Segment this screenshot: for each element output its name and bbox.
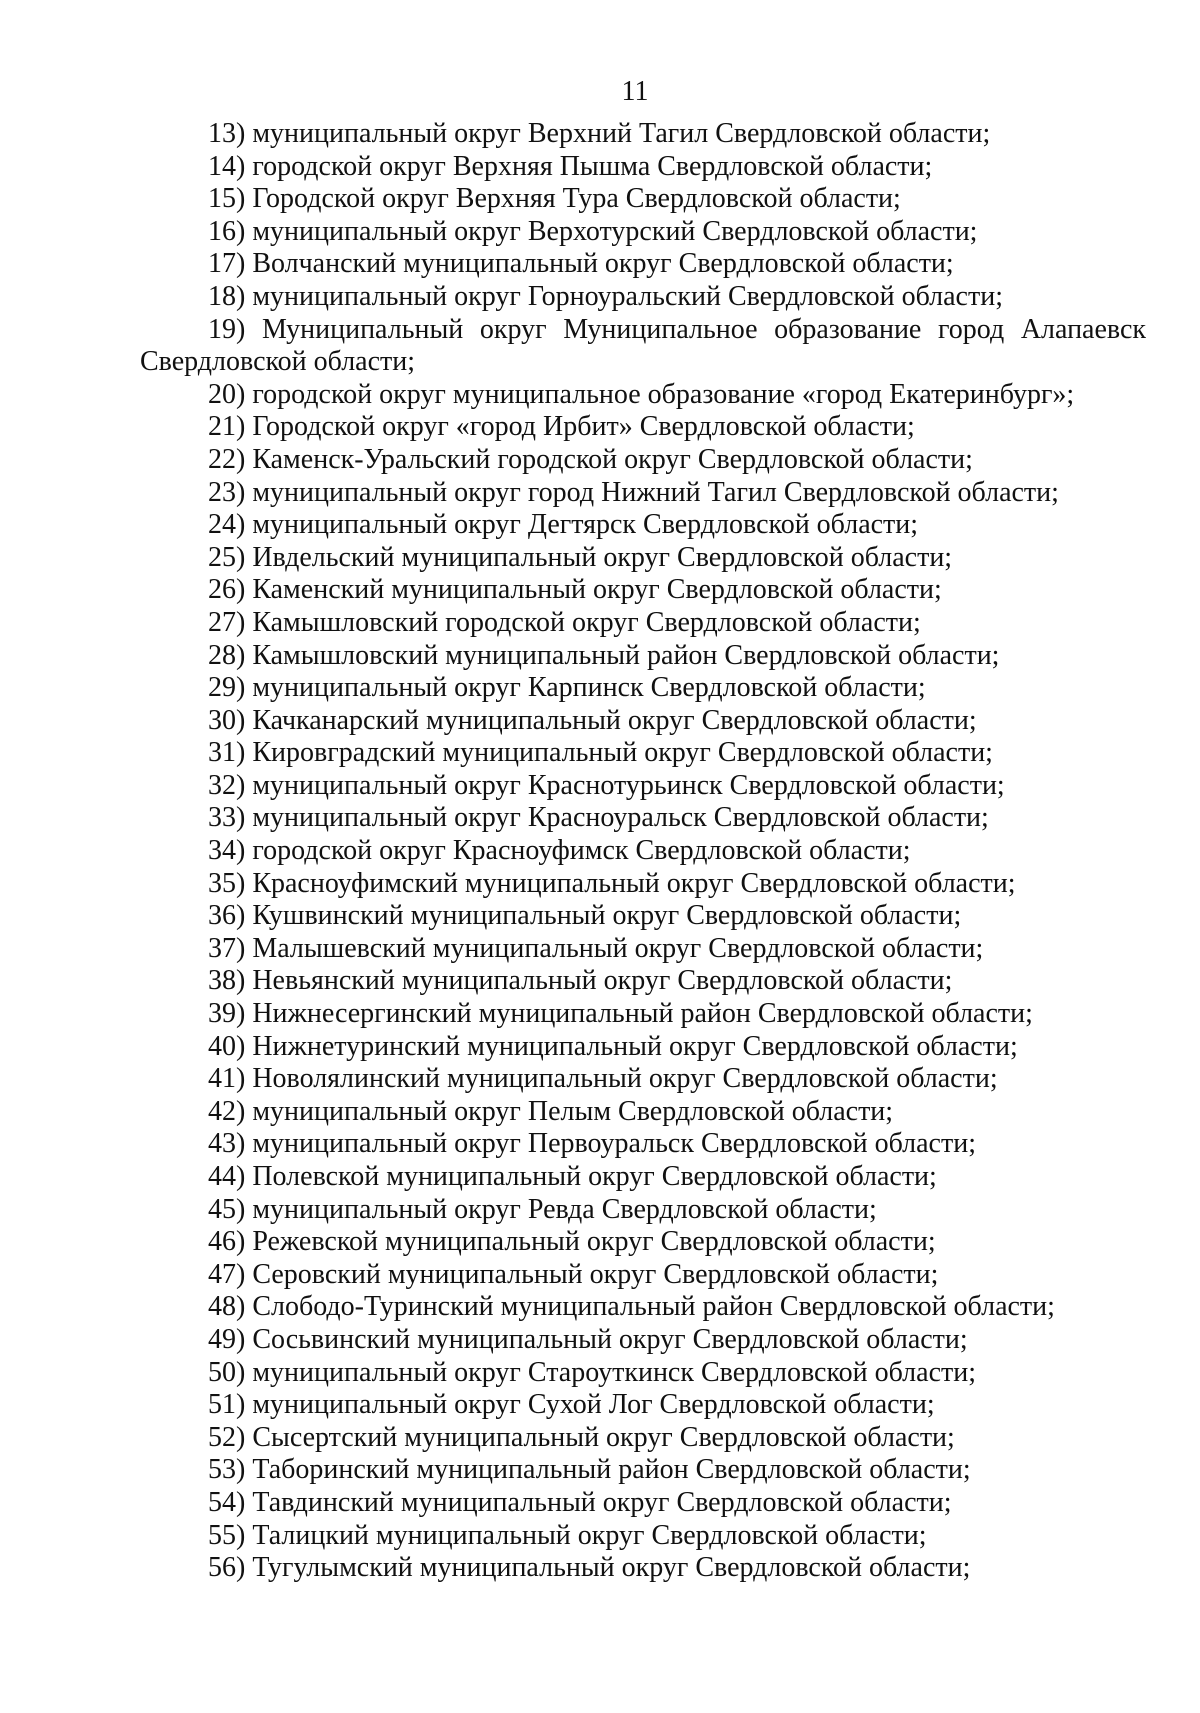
list-item: 15) Городской округ Верхняя Тура Свердловской области; [208,183,901,215]
list-item: 34) городской округ Красноуфимск Свердловской области; [208,835,911,867]
list-item: 43) муниципальный округ Первоуральск Свердловской области; [208,1128,976,1160]
list-item: 18) муниципальный округ Горноуральский Свердловской области; [208,280,1003,312]
list-item: 37) Малышевский муниципальный округ Свердловской области; [208,932,984,964]
list-item: 28) Камышловский муниципальный район Свердловской области; [208,639,1000,671]
list-item: 45) муниципальный округ Ревда Свердловской области; [208,1193,877,1225]
list-item: 13) муниципальный округ Верхний Тагил Свердловской области; [208,118,991,149]
list-item: 54) Тавдинский муниципальный округ Свердловской области; [208,1486,952,1518]
list-item: 22) Каменск-Уральский городской округ Свердловской области; [208,443,973,475]
list-item: 26) Каменский муниципальный округ Свердловской области; [208,574,942,606]
list-item: 20) городской округ муниципальное образование «город Екатеринбург»; [208,378,1075,410]
list-item: 55) Талицкий муниципальный округ Свердловской области; [208,1519,927,1551]
list-item: 17) Волчанский муниципальный округ Свердловской области; [208,248,954,280]
list-item: 19) Муниципальный округ Муниципальное образование город Алапаевск Свердловской области; [140,313,1146,378]
list-item: 48) Слободо-Туринский муниципальный район Свердловской области; [208,1291,1055,1323]
list-item: 40) Нижнетуринский муниципальный округ Свердловской области; [208,1030,1018,1062]
list-item: 35) Красноуфимский муниципальный округ Свердловской области; [208,867,1016,899]
list-item: 53) Таборинский муниципальный район Свердловской области; [208,1454,971,1486]
list-item: 27) Камышловский городской округ Свердловской области; [208,606,921,638]
municipality-list [140,118,1146,1585]
list-item: 24) муниципальный округ Дегтярск Свердловской области; [208,509,919,541]
list-item: 30) Качканарский муниципальный округ Свердловской области; [208,704,977,736]
list-item: 29) муниципальный округ Карпинск Свердловской области; [208,672,926,704]
list-item: 16) муниципальный округ Верхотурский Свердловской области; [208,215,978,247]
list-item: 36) Кушвинский муниципальный округ Свердловской области; [208,900,962,932]
list-item: 51) муниципальный округ Сухой Лог Свердловской области; [208,1389,935,1421]
list-item: 39) Нижнесергинский муниципальный район Свердловской области; [208,998,1033,1030]
list-item: 33) муниципальный округ Красноуральск Свердловской области; [208,802,989,834]
list-item: 38) Невьянский муниципальный округ Свердловской области; [208,965,953,997]
list-item: 31) Кировградский муниципальный округ Свердловской области; [208,737,993,769]
list-item: 44) Полевской муниципальный округ Свердловской области; [208,1161,937,1192]
list-item: 47) Серовский муниципальный округ Свердловской области; [208,1258,939,1290]
list-item: 23) муниципальный округ город Нижний Тагил Свердловской области; [208,476,1059,508]
list-item: 46) Режевской муниципальный округ Свердловской области; [208,1226,936,1258]
list-item: 50) муниципальный округ Староуткинск Свердловской области; [208,1356,977,1388]
list-item: 25) Ивдельский муниципальный округ Свердловской области; [208,541,953,573]
list-item: 21) Городской округ «город Ирбит» Свердловской области; [208,411,915,443]
page-number: 11 [621,76,649,107]
list-item: 32) муниципальный округ Краснотурьинск Свердловской области; [208,769,1005,801]
list-item: 56) Тугулымский муниципальный округ Свердловской области; [208,1552,971,1584]
list-item: 14) городской округ Верхняя Пышма Свердловской области; [208,150,933,182]
list-item: 52) Сысертский муниципальный округ Свердловской области; [208,1421,955,1453]
list-item: 49) Сосьвинский муниципальный округ Свердловской области; [208,1323,968,1355]
list-item: 42) муниципальный округ Пелым Свердловской области; [208,1095,894,1127]
list-item: 41) Новолялинский муниципальный округ Свердловской области; [208,1063,998,1095]
